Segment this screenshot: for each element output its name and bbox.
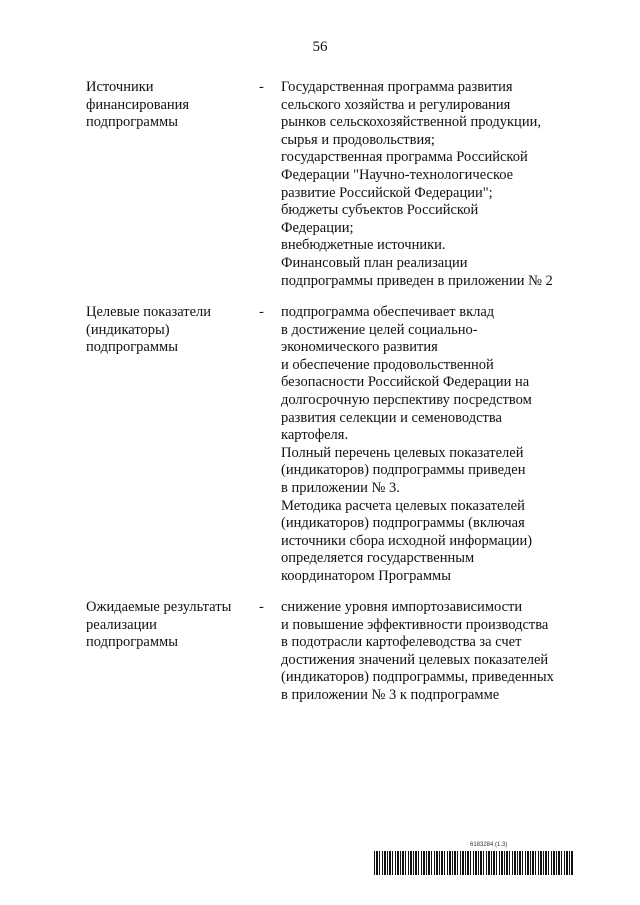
content-line: в приложении № 3.: [281, 479, 400, 496]
barcode-caption: 6183284 (1.3): [470, 842, 508, 848]
content-line: Полный перечень целевых показателей: [281, 444, 524, 461]
content-line: государственная программа Российской: [281, 149, 528, 166]
barcode-image: [374, 851, 574, 875]
content-line: рынков сельскохозяйственной продукции,: [281, 114, 541, 131]
content-line: достижения значений целевых показателей: [281, 651, 549, 668]
content-line: безопасности Российской Федерации на: [281, 374, 530, 391]
content-line: внебюджетные источники.: [281, 237, 446, 254]
section-content: [281, 304, 581, 586]
content-line: и обеспечение продовольственной: [281, 356, 494, 373]
content-line: (индикаторов) подпрограммы, приведенных: [281, 669, 554, 686]
page-number: 56: [312, 39, 328, 55]
content-line: картофеля.: [281, 427, 349, 444]
dash-separator: -: [259, 599, 264, 615]
dash-separator: -: [259, 304, 264, 320]
content-line: Методика расчета целевых показателей: [281, 497, 525, 514]
content-line: координатором Программы: [281, 567, 451, 584]
content-line: сырья и продовольствия;: [281, 131, 435, 148]
content-line: подпрограммы приведен в приложении № 2: [281, 272, 553, 289]
content-line: источники сбора исходной информации): [281, 532, 533, 549]
content-line: определяется государственным: [281, 550, 475, 567]
content-line: в подотрасли картофелеводства за счет: [281, 634, 522, 651]
content-line: (индикаторов) подпрограммы (включая: [281, 515, 525, 532]
content-line: развития селекции и семеноводства: [281, 409, 502, 426]
content-line: Финансовый план реализации: [281, 254, 468, 271]
section-content: [281, 599, 581, 705]
content-line: снижение уровня импортозависимости: [281, 599, 523, 615]
dash-separator: -: [259, 79, 264, 95]
content-line: в приложении № 3 к подпрограмме: [281, 686, 500, 703]
content-line: и повышение эффективности производства: [281, 616, 549, 633]
content-line: развитие Российской Федерации";: [281, 184, 493, 201]
content-line: в достижение целей социально-: [281, 321, 478, 338]
content-line: экономического развития: [281, 339, 438, 356]
content-line: Федерации;: [281, 219, 354, 236]
content-line: Государственная программа развития: [281, 79, 513, 95]
content-line: сельского хозяйства и регулирования: [281, 96, 511, 113]
content-line: (индикаторов) подпрограммы приведен: [281, 462, 526, 479]
section-label: Ожидаемые результаты реализации подпрограммы: [86, 599, 232, 651]
section-label: Источники финансирования подпрограммы: [86, 79, 190, 131]
content-line: бюджеты субъектов Российской: [281, 202, 479, 219]
section-label: Целевые показатели (индикаторы) подпрограммы: [86, 304, 212, 356]
section-content: [281, 79, 581, 290]
content-line: Федерации "Научно-технологическое: [281, 166, 514, 183]
content-line: долгосрочную перспективу посредством: [281, 391, 532, 408]
content-line: подпрограмма обеспечивает вклад: [281, 304, 495, 320]
